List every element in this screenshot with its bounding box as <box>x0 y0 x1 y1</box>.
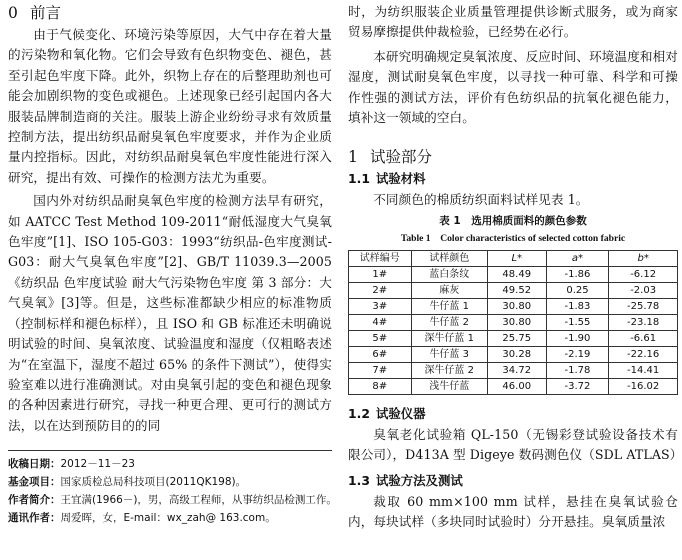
header-l-star: L* <box>487 250 546 266</box>
table-cell: 34.72 <box>487 362 546 378</box>
table-cell: 0.25 <box>546 282 609 298</box>
objective-paragraph: 本研究明确规定臭氧浓度、反应时间、环境温度和相对湿度，测试耐臭氧色牢度，以寻找一种可靠、科学和可操作性强的测试方法，评价有色纺织品的抗氧化褪色能力，填补这一领域的空白。 <box>348 48 678 126</box>
table-cell: 浅牛仔蓝 <box>411 378 487 394</box>
header-a-star: a* <box>546 250 609 266</box>
text-fragment: 收稿日期： <box>8 458 61 471</box>
table-cell: 48.49 <box>487 266 546 282</box>
footnote-rule <box>8 450 332 451</box>
table-row <box>349 282 678 298</box>
table-cell: 30.28 <box>487 346 546 362</box>
table-cell: -1.90 <box>546 330 609 346</box>
table-cell: 5# <box>349 330 412 346</box>
header-sample-id: 试样编号 <box>349 250 412 266</box>
left-column <box>8 0 337 527</box>
footnotes <box>8 455 337 527</box>
table-cell: -14.41 <box>609 362 678 378</box>
table-cell: 4# <box>349 314 412 330</box>
table-cell: -2.19 <box>546 346 609 362</box>
table-cell: 30.80 <box>487 314 546 330</box>
subsection-heading-materials <box>348 168 678 190</box>
header-sample-color: 试样颜色 <box>411 250 487 266</box>
text-fragment: 2012－11－23 <box>60 458 135 471</box>
table-row <box>349 330 678 346</box>
table-row <box>349 346 678 362</box>
table-cell: 49.52 <box>487 282 546 298</box>
table-cell: -22.16 <box>609 346 678 362</box>
text-fragment: 通讯作者： <box>8 512 61 525</box>
subsection-heading-instruments <box>348 403 678 425</box>
table-cell: -1.83 <box>546 298 609 314</box>
instruments-paragraph: 臭氧老化试验箱 QL-150（无锡彩登试验设备技术有限公司），D413A 型 Digeye 数码测色仪（SDL ATLAS） <box>348 426 682 463</box>
subsection-heading-method <box>348 470 678 492</box>
table-cell: 牛仔蓝 1 <box>411 298 487 314</box>
table-cell: -6.12 <box>609 266 678 282</box>
table-header-row <box>349 250 678 266</box>
table-row <box>349 378 678 394</box>
method-paragraph: 裁取 60 mm×100 mm 试样，悬挂在臭氧试验仓内，每块试样（多块同时试验时）分开悬挂。臭氧质量浓 <box>348 493 678 530</box>
section-number: 0 <box>8 4 18 22</box>
footnote-funding <box>8 473 332 491</box>
table-cell: 30.80 <box>487 298 546 314</box>
text-fragment: 作者简介： <box>8 494 61 507</box>
table-cell: -6.61 <box>609 330 678 346</box>
table-cell: 蓝白条纹 <box>411 266 487 282</box>
table-cell: -1.55 <box>546 314 609 330</box>
text-fragment: 1.2 <box>348 405 370 421</box>
section-title: 前言 <box>30 4 62 22</box>
table-cell: 8# <box>349 378 412 394</box>
text-fragment: 周爱晖，女，E-mail：wx_zah@ 163.com。 <box>60 512 276 525</box>
table-cell: 深牛仔蓝 2 <box>411 362 487 378</box>
section-number: 1 <box>348 148 358 167</box>
text-fragment: 1.3 <box>348 472 370 488</box>
section-heading-experiment <box>348 146 678 168</box>
text-fragment: 王宜满(1966－)，男，高级工程师，从事纺织品检测工作。 <box>60 494 337 507</box>
table-cell: 深牛仔蓝 1 <box>411 330 487 346</box>
text-fragment: 试验仪器 <box>376 405 426 421</box>
table-cell: 牛仔蓝 2 <box>411 314 487 330</box>
right-column <box>348 0 682 532</box>
table-cell: 46.00 <box>487 378 546 394</box>
table-cell: 牛仔蓝 3 <box>411 346 487 362</box>
color-parameter-table <box>348 250 678 395</box>
table-caption-cn: 表 1 选用棉质面料的颜色参数 <box>439 214 587 227</box>
table-cell: -25.78 <box>609 298 678 314</box>
section-title: 试验部分 <box>370 148 433 167</box>
table-cell: 3# <box>349 298 412 314</box>
text-fragment: 1.1 <box>348 171 370 187</box>
footnote-author <box>8 491 337 509</box>
footnote-received <box>8 455 332 473</box>
table-cell: 2# <box>349 282 412 298</box>
table-cell: -1.86 <box>546 266 609 282</box>
text-fragment: 国家质检总局科技项目(2011QK198)。 <box>60 476 247 489</box>
table-row <box>349 298 678 314</box>
preface-paragraph-2: 国内外对纺织品耐臭氧色牢度的检测方法早有研究，如 AATCC Test Method 109-2011“耐低湿度大气臭氧色牢度”[1]、ISO 105-G03：1993“纺织品-色牢度测试-G03：耐大气臭氧色牢度”[2]、GB/T 11039.3—2005《纺织品 色牢度试验 耐大气污染物色牢度 第 3 部分：大气臭氧》[3]等。但是，这些标准都缺少相应的标准物质（控制标样和褪色标样），且 ISO 和 GB 标准还未明确说明试验的时间、臭氧浓度、试验温度和湿度（仅粗略表述为“在室温下，湿度不超过 65% 的条件下测试”），使得实验室难以进行准确测试。对由臭氧引起的变色和褪色现象的各种因素进行研究，寻找一种更合理、更可行的测试方法，以在达到预防目的的同 <box>8 193 332 433</box>
table-cell: -2.03 <box>609 282 678 298</box>
table-cell: -23.18 <box>609 314 678 330</box>
text-fragment: 基金项目： <box>8 476 61 489</box>
text-fragment: 试验方法及测试 <box>376 472 463 488</box>
materials-paragraph: 不同颜色的棉质纺织面料试样见表 1。 <box>373 192 589 208</box>
footnote-corresponding <box>8 509 332 527</box>
preface-paragraph-1: 由于气候变化、环境污染等原因，大气中存在着大量的污染物和氧化物。它们会导致有色织物变色、褪色，甚至引起色牢度下降。此外，织物上存在的后整理助剂也可能会加剧织物的变色或褪色。上述现象已经引起国内各大服装品牌制造商的关注。服装上游企业纷纷寻求有效质量控制方法，提出纺织品耐臭氧色牢度要求，并作为企业质量内控指标。因此，对纺织品耐臭氧色牢度性能进行深入研究，提出有效、可操作的检测方法尤为重要。 <box>8 27 332 185</box>
table-row <box>349 362 678 378</box>
table-cell: 7# <box>349 362 412 378</box>
table-cell: 6# <box>349 346 412 362</box>
table-cell: 25.75 <box>487 330 546 346</box>
text-fragment: 试验材料 <box>376 171 426 187</box>
table-body <box>349 266 678 394</box>
table-cell: 麻灰 <box>411 282 487 298</box>
table-row <box>349 266 678 282</box>
table-cell: 1# <box>349 266 412 282</box>
table-cell: -16.02 <box>609 378 678 394</box>
table-row <box>349 314 678 330</box>
table-cell: -3.72 <box>546 378 609 394</box>
section-heading-preface <box>8 2 332 24</box>
table-caption-en: Table 1 Color characteristics of selected cotton fabric <box>400 232 626 244</box>
continued-paragraph: 时，为纺织服装企业质量管理提供诊断式服务，或为商家贸易摩擦提供仲裁检验，已经势在必行。 <box>348 4 678 40</box>
header-b-star: b* <box>609 250 678 266</box>
table-cell: -1.78 <box>546 362 609 378</box>
